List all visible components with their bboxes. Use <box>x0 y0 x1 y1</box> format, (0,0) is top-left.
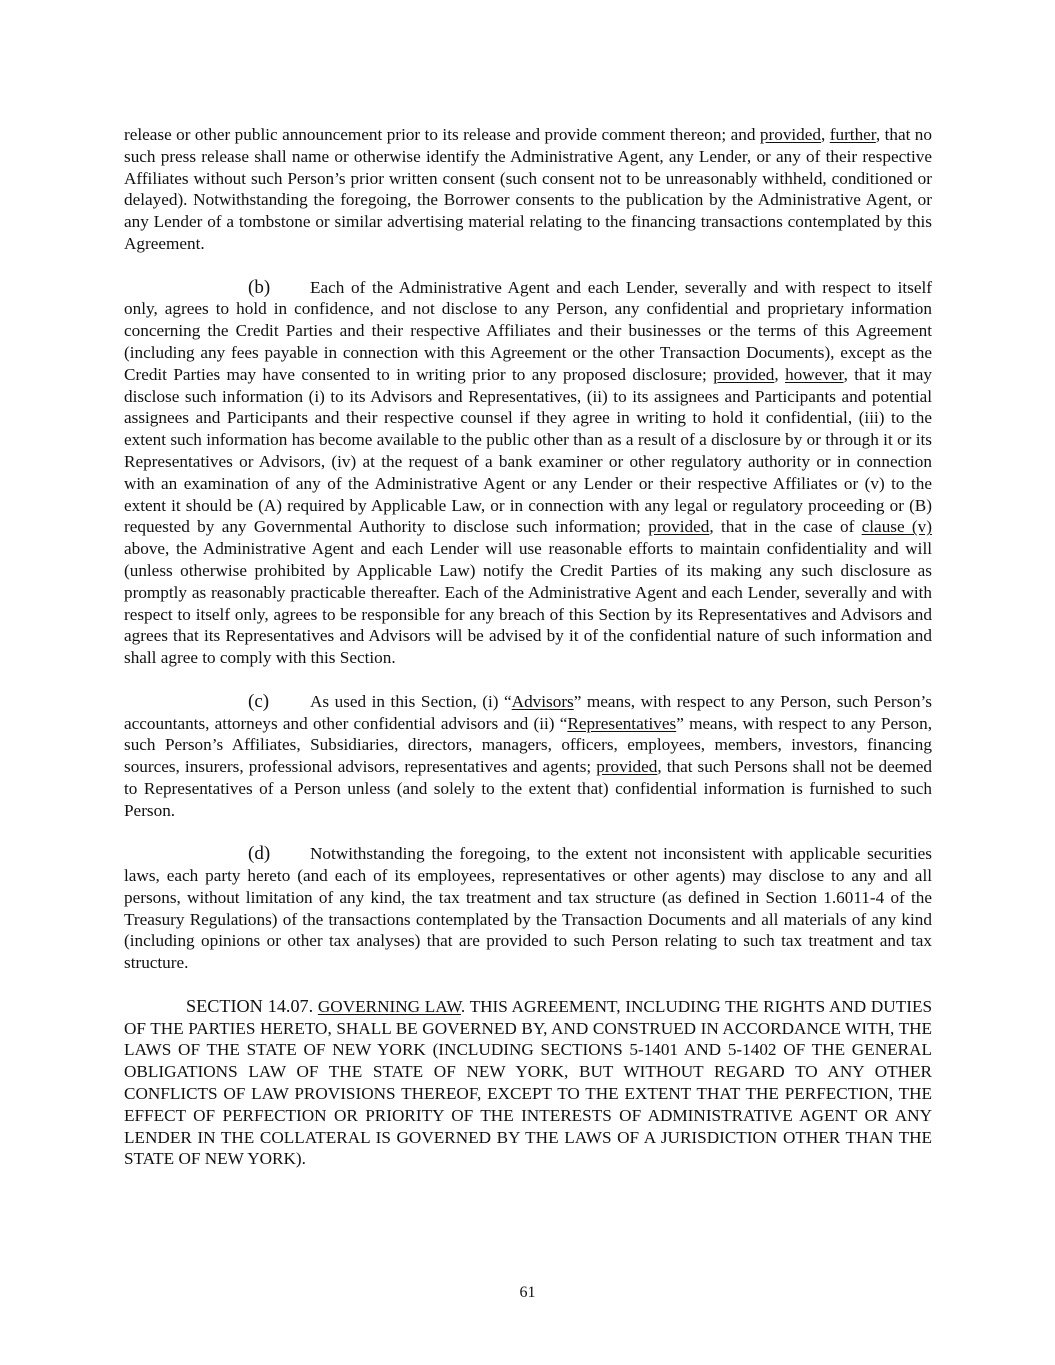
underlined-term: provided <box>596 757 658 777</box>
text-run: As used in this Section, (i) “ <box>310 691 512 711</box>
section-number: SECTION 14.07. <box>186 995 314 1016</box>
section-14-07 <box>124 996 932 1170</box>
text-run: release or other public announcement prior to its release and provide comment thereon; and <box>124 125 760 144</box>
text-run: ” means, with respect to any Person, such Person’s accountants, attorneys and other confidential advisors and (ii) “ <box>124 691 932 733</box>
paragraph-d <box>124 843 932 974</box>
paragraph-spacer <box>124 974 932 996</box>
paragraph-continuation <box>124 124 932 255</box>
underlined-term: clause (v) <box>861 517 932 537</box>
underlined-term: provided <box>648 517 710 537</box>
document-page <box>124 124 932 1170</box>
text-run: above, the Administrative Agent and each Lender will use reasonable efforts to maintain confidentiality and will (unless otherwise prohibited by Applicable Law) notify the Credit Parties of its making any such disclosure as promptly as reasonably practicable thereafter. Each of the Administrative Agent and each Lender, severally and with respect to itself only, agrees to be responsible for any breach of this Section by its Representatives and Advisors and agrees that its Representatives and Advisors will be advised by it of the confidential nature of such information and shall agree to comply with this Section. <box>124 539 932 668</box>
text-run: , that such Persons shall not be deemed to Representatives of a Person unless (and solely to the extent that) confidential information is furnished to such Person. <box>124 757 932 820</box>
clause-label: (d) <box>248 843 271 865</box>
section-body: THIS AGREEMENT, INCLUDING THE RIGHTS AND DUTIES OF THE PARTIES HERETO, SHALL BE GOVERNED BY, AND CONSTRUED IN ACCORDANCE WITH, THE LAWS OF THE STATE OF NEW YORK (INCLUDING SECTIONS 5-1401 AND 5-1402 OF THE GENERAL OBLIGATIONS LAW OF THE STATE OF NEW YORK, BUT WITHOUT REGARD TO ANY OTHER CONFLICTS OF LAW PROVISIONS THEREOF, EXCEPT TO THE EXTENT THAT THE PERFECTION, THE EFFECT OF PERFECTION OR PRIORITY OF THE INTERESTS OF ADMINISTRATIVE AGENT OR ANY LENDER IN THE COLLATERAL IS GOVERNED BY THE LAWS OF A JURISDICTION OTHER THAN THE STATE OF NEW YORK). <box>124 996 933 1169</box>
clause-label: (b) <box>248 276 271 298</box>
clause-label: (c) <box>248 690 270 712</box>
text-run: , that no such press release shall name or otherwise identify the Administrative Agent, any Lender, or any of their respective Affiliates without such Person’s prior written consent (such consent not to be unreasonably withheld, conditioned or delayed). Notwithstanding the foregoing, the Borrower consents to the publication by the Administrative Agent, or any Lender of a tombstone or similar advertising material relating to the financing transactions contemplated by this Agreement. <box>124 125 932 253</box>
paragraph-c <box>124 691 932 822</box>
underlined-term: provided <box>759 125 822 144</box>
underlined-term: further <box>829 125 876 144</box>
underlined-term: however <box>785 364 844 384</box>
text-run: , that in the case of <box>709 517 862 537</box>
text-run: , that it may disclose such information (i) to its Advisors and Representatives, (ii) to its assignees and Participants and potential assignees and Participants and their respective counsel if they agree in writing to hold it confidential, (iii) to the extent such information has become available to the public other than as a result of a disclosure by or through it or its Representatives or Advisors, (iv) at the request of a bank examiner or other regulatory authority or in connection with an examination of any of the Administrative Agent or any Lender or their respective Affiliates or (v) to the extent it should be (A) required by Applicable Law, or in connection with any legal or regulatory proceeding or (B) requested by any Governmental Authority to disclose such information; <box>124 364 932 537</box>
defined-term: Representatives <box>567 713 677 733</box>
page-number: 61 <box>519 1284 536 1301</box>
text-run: ” means, with respect to any Person, such Person’s Affiliates, Subsidiaries, directors, managers, officers, employees, members, investors, financing sources, insurers, professional advisors, representatives and agents; <box>124 713 933 777</box>
text-run: , <box>774 364 786 384</box>
text-run: Each of the Administrative Agent and each Lender, severally and with respect to itself only, agrees to hold in confidence, and not disclose to any Person, any confidential and proprietary information concerning the Credit Parties and their respective Affiliates and their businesses or the terms of this Agreement (including any fees payable in connection with this Agreement or the other Transaction Documents), except as the Credit Parties may have consented to in writing prior to any proposed disclosure; <box>124 277 932 384</box>
paragraph-spacer <box>124 822 932 844</box>
defined-term: Advisors <box>511 691 574 711</box>
text-run: , <box>821 125 830 144</box>
text-run: Notwithstanding the foregoing, to the extent not inconsistent with applicable securities laws, each party hereto (and each of its employees, representatives or other agents) may disclose to any and all persons, without limitation of any kind, the tax treatment and tax structure (as defined in Section 1.6011-4 of the Treasury Regulations) of the transactions contemplated by the Transaction Documents and all materials of any kind (including opinions or other tax analyses) that are provided to such Person relating to such tax treatment and tax structure. <box>124 844 932 973</box>
paragraph-spacer <box>124 669 932 691</box>
section-heading: GOVERNING LAW <box>317 996 461 1016</box>
paragraph-spacer <box>124 255 932 277</box>
text-run: . <box>460 996 470 1016</box>
underlined-term: provided <box>713 364 775 384</box>
paragraph-b <box>124 277 932 669</box>
